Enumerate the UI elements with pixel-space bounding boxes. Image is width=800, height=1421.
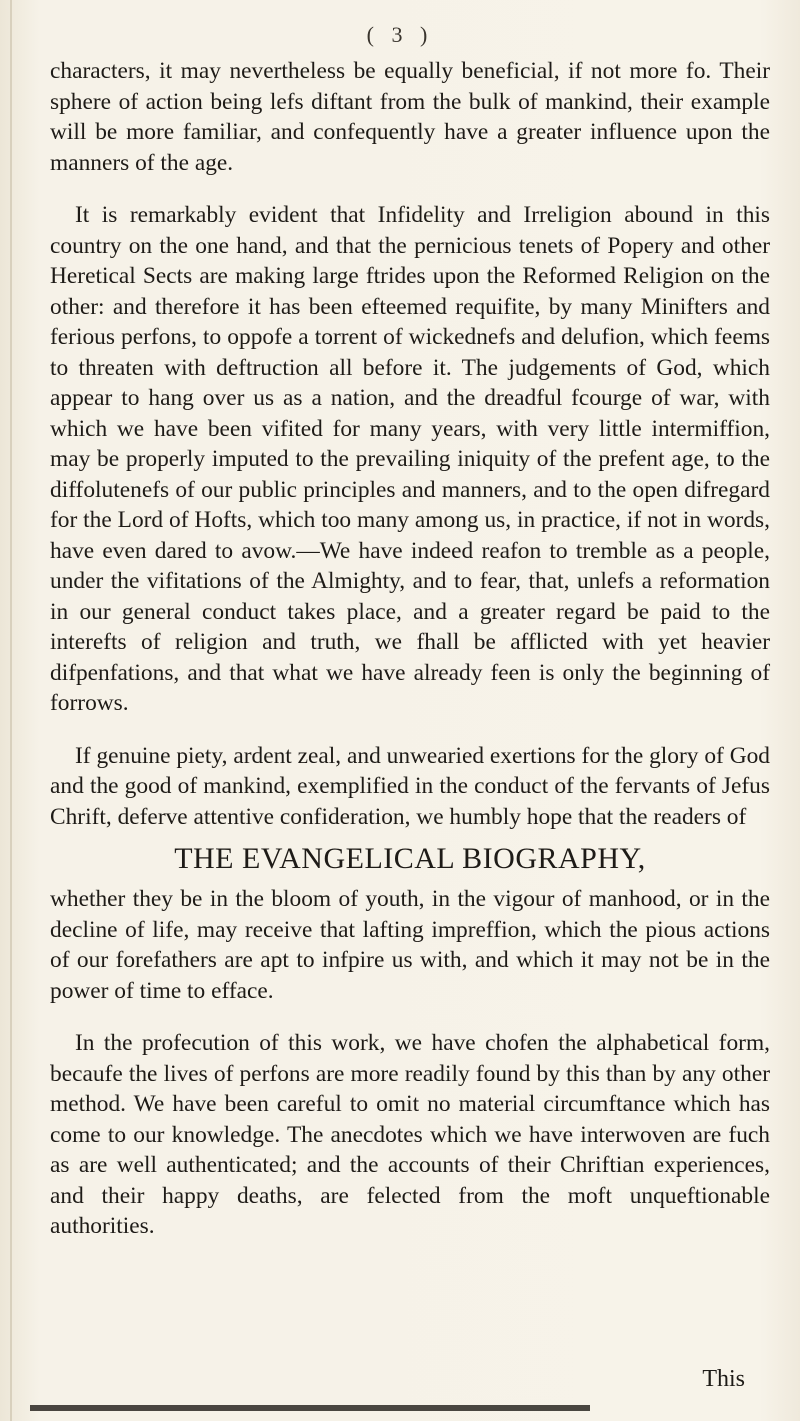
body-text	[50, 56, 770, 1264]
paragraph-5: In the profecution of this work, we have chofen the alphabetical form, becaufe the lives of perfons are more readily found by this than by any other method. We have been careful to omit no material circumftance which has come to our knowledge. The anecdotes which we have interwoven are fuch as are well authenticated; and the accounts of their Chriftian experiences, and their happy deaths, are felected from the moft unqueftionable authorities.	[50, 1030, 770, 1239]
page-bottom-edge	[30, 1405, 590, 1411]
catchword: This	[702, 1366, 745, 1392]
paragraph-1: characters, it may nevertheless be equally beneficial, if not more fo. Their sphere of action being lefs diftant from the bulk of mankind, their example will be more familiar, and confequently have a greater influence upon the manners of the age.	[50, 58, 770, 176]
paragraph-4: whether they be in the bloom of youth, in the vigour of manhood, or in the decline of life, may receive that lafting impreffion, which the pious actions of our forefathers are apt to infpire us with, and which it may not be in the power of time to efface.	[50, 886, 770, 1004]
page-number: ( 3 )	[366, 22, 434, 47]
paragraph-2: It is remarkably evident that Infidelity and Irreligion abound in this country on the one hand, and that the pernicious tenets of Popery and other Heretical Sects are making large ftrides upon the Reformed Religion on the other: and therefore it has been efteemed requifite, by many Minifters and ferious perfons, to oppofe a torrent of wickednefs and delufion, which feems to threaten with deftruction all before it. The judgements of God, which appear to hang over us as a nation, and the dreadful fcourge of war, with which we have been vifited for many years, with very little intermiffion, may be properly imputed to the prevailing iniquity of the prefent age, to the diffolutenefs of our public principles and manners, and to the open difregard for the Lord of Hofts, which too many among us, in practice, if not in words, have even dared to avow.—We have indeed reafon to tremble as a people, under the vifitations of the Almighty, and to fear, that, unlefs a reformation in our general conduct takes place, and a greater regard be paid to the interefts of religion and truth, we fhall be afflicted with yet heavier difpenfations, and that what we have already feen is only the beginning of forrows.	[50, 202, 770, 716]
paragraph-3: If genuine piety, ardent zeal, and unwearied exertions for the glory of God and the good of mankind, exemplified in the conduct of the fervants of Jefus Chrift, deferve attentive confideration, we humbly hope that the readers of	[50, 742, 770, 830]
book-title-heading: THE EVANGELICAL BIOGRAPHY,	[174, 842, 646, 875]
page-gutter	[10, 0, 12, 1421]
